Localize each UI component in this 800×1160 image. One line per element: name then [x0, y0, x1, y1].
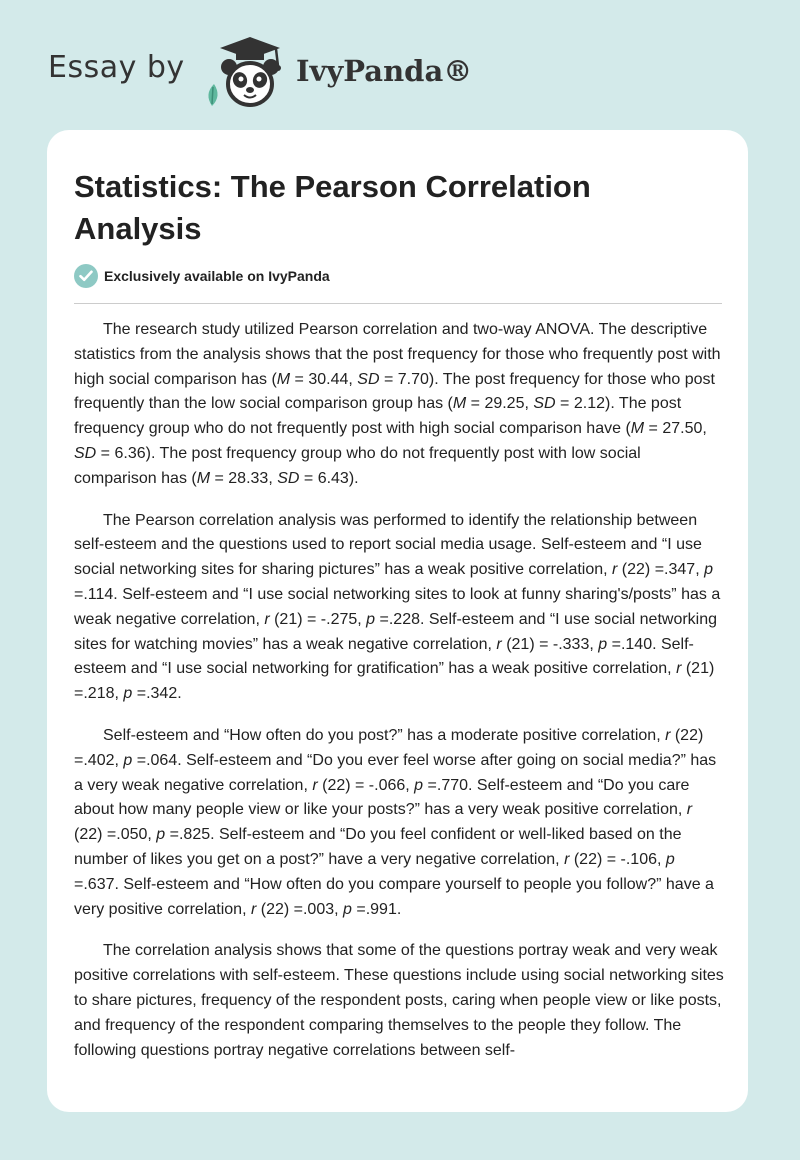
- brand-prefix: Essay by: [48, 50, 185, 85]
- stat-symbol: M: [452, 395, 467, 413]
- divider: [74, 303, 722, 304]
- essay-card: [47, 130, 748, 1112]
- stat-symbol: p: [665, 850, 675, 868]
- stat-symbol: r: [496, 635, 502, 653]
- stat-symbol: SD: [277, 469, 300, 487]
- stat-symbol: p: [598, 635, 608, 653]
- stat-symbol: SD: [74, 444, 97, 462]
- stat-symbol: r: [665, 726, 671, 744]
- stat-symbol: SD: [357, 370, 380, 388]
- stat-symbol: r: [686, 801, 693, 819]
- stat-symbol: p: [366, 610, 376, 628]
- stat-symbol: p: [123, 751, 133, 769]
- stat-symbol: r: [612, 561, 618, 579]
- stat-symbol: M: [630, 420, 645, 438]
- stat-symbol: r: [312, 776, 318, 794]
- brand-name[interactable]: IvyPanda®: [296, 54, 473, 88]
- stat-symbol: p: [704, 561, 713, 579]
- exclusive-badge: [74, 264, 330, 288]
- page-title: Statistics: The Pearson Correlation Analysis: [74, 169, 591, 246]
- badge-text: Exclusively available on IvyPanda: [104, 268, 330, 284]
- panda-logo-icon[interactable]: [200, 34, 292, 110]
- stat-symbol: r: [264, 610, 270, 628]
- stat-symbol: r: [564, 850, 570, 868]
- paragraph: The Pearson correlation analysis was performed to identify the relationship between self-esteem and the questions used to report social media usage. Self-esteem and “I use social networking sites for sharing pictures” has a weak positive correlation, r (22) =.347, p =.114. Self-esteem and “I use social networking sites to look at funny sharing's/posts” has a weak negative correlation, r (21) = -.275, p =.228. Self-esteem and “I use social networking sites for watching movies” has a weak negative correlation, r (21) = -.333, p =.140. Self-esteem and “I use social networking for gratification” has a weak positive correlation, r (21) =.218, p =.342.: [74, 511, 721, 703]
- stat-symbol: M: [276, 370, 291, 388]
- paragraph: Self-esteem and “How often do you post?” has a moderate positive correlation, r (22) =.402, p =.064. Self-esteem and “Do you ever feel worse after going on social media?” has a very weak negative correlation, r (22) = -.066, p =.770. Self-esteem and “Do you care about how many people view or like your posts?” has a very weak positive correlation, r (22) =.050, p =.825. Self-esteem and “Do you feel confident or well-liked based on the number of likes you get on a post?” have a very negative correlation, r (22) = -.106, p =.637. Self-esteem and “How often do you compare yourself to people you follow?” have a very positive correlation, r (22) =.003, p =.991.: [74, 726, 717, 918]
- site-header: [48, 30, 508, 110]
- check-circle-icon: [74, 264, 98, 288]
- stat-symbol: p: [156, 826, 166, 844]
- stat-symbol: SD: [533, 395, 556, 413]
- paragraph: The research study utilized Pearson correlation and two-way ANOVA. The descriptive statistics from the analysis shows that the post frequency for those who frequently post with high social comparison has (M = 30.44, SD = 7.70). The post frequency for those who post frequently than the low social comparison group has (M = 29.25, SD = 2.12). The post frequency group who do not frequently post with high social comparison have (M = 27.50, SD = 6.36). The post frequency group who do not frequently post with low social comparison has (M = 28.33, SD = 6.43).: [74, 321, 721, 487]
- paragraph: The correlation analysis shows that some of the questions portray weak and very weak positive correlations with self-esteem. These questions include using social networking sites to share pictures, frequency of the respondent posts, caring when people view or like posts, and frequency of the respondent comparing themselves to the people they follow. The following questions portray negative correlations between self-: [74, 942, 724, 1059]
- stat-symbol: M: [196, 469, 211, 487]
- stat-symbol: p: [414, 776, 424, 794]
- essay-body: [74, 318, 724, 1063]
- stat-symbol: p: [343, 900, 352, 918]
- stat-symbol: r: [676, 660, 682, 678]
- stat-symbol: r: [250, 900, 257, 918]
- stat-symbol: p: [123, 685, 133, 703]
